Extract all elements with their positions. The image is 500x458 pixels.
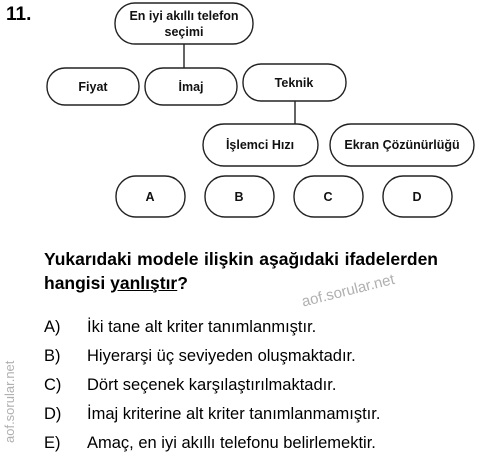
node-criterion-label: Teknik bbox=[274, 76, 314, 90]
option-text: Hiyerarşi üç seviyeden oluşmaktadır. bbox=[87, 347, 356, 365]
option-letter: A) bbox=[44, 318, 61, 336]
option-a[interactable] bbox=[44, 313, 380, 342]
node-sub-label: Ekran Çözünürlüğü bbox=[344, 138, 460, 152]
answer-options bbox=[44, 313, 380, 458]
node-alternative-label: C bbox=[323, 190, 333, 204]
option-text: Dört seçenek karşılaştırılmaktadır. bbox=[87, 376, 337, 394]
node-alternative-label: D bbox=[412, 190, 422, 204]
option-text: İki tane alt kriter tanımlanmıştır. bbox=[87, 318, 317, 336]
node-root-label-1: En iyi akıllı telefon bbox=[129, 9, 239, 23]
hierarchy-diagram bbox=[0, 0, 500, 225]
question-number: 11. bbox=[6, 4, 32, 25]
option-letter: E) bbox=[44, 434, 61, 452]
option-letter: C) bbox=[44, 376, 62, 394]
node-criterion-label: Fiyat bbox=[78, 80, 108, 94]
node-criterion-label: İmaj bbox=[178, 80, 204, 94]
node-alternative-label: A bbox=[145, 190, 155, 204]
option-d[interactable] bbox=[44, 400, 380, 429]
option-text: İmaj kriterine alt kriter tanımlanmamıştır. bbox=[87, 405, 381, 423]
watermark-horizontal: aof.sorular.net bbox=[300, 271, 397, 311]
option-c[interactable] bbox=[44, 371, 380, 400]
question-stem-underlined: yanlıştır bbox=[110, 273, 178, 293]
option-letter: D) bbox=[44, 405, 62, 423]
question-stem-text: Yukarıdaki modele ilişkin aşağıdaki ifadelerden hangisi bbox=[44, 249, 438, 293]
question-stem-end: ? bbox=[177, 273, 188, 293]
option-text: Amaç, en iyi akıllı telefonu belirlemektir. bbox=[87, 434, 376, 452]
node-sub-label: İşlemci Hızı bbox=[225, 138, 295, 152]
option-b[interactable] bbox=[44, 342, 380, 371]
watermark-vertical: aof.sorular.net bbox=[2, 360, 17, 443]
option-e[interactable] bbox=[44, 429, 380, 458]
node-alternative-label: B bbox=[234, 190, 244, 204]
node-root-label-2: seçimi bbox=[164, 25, 204, 39]
option-letter: B) bbox=[44, 347, 61, 365]
